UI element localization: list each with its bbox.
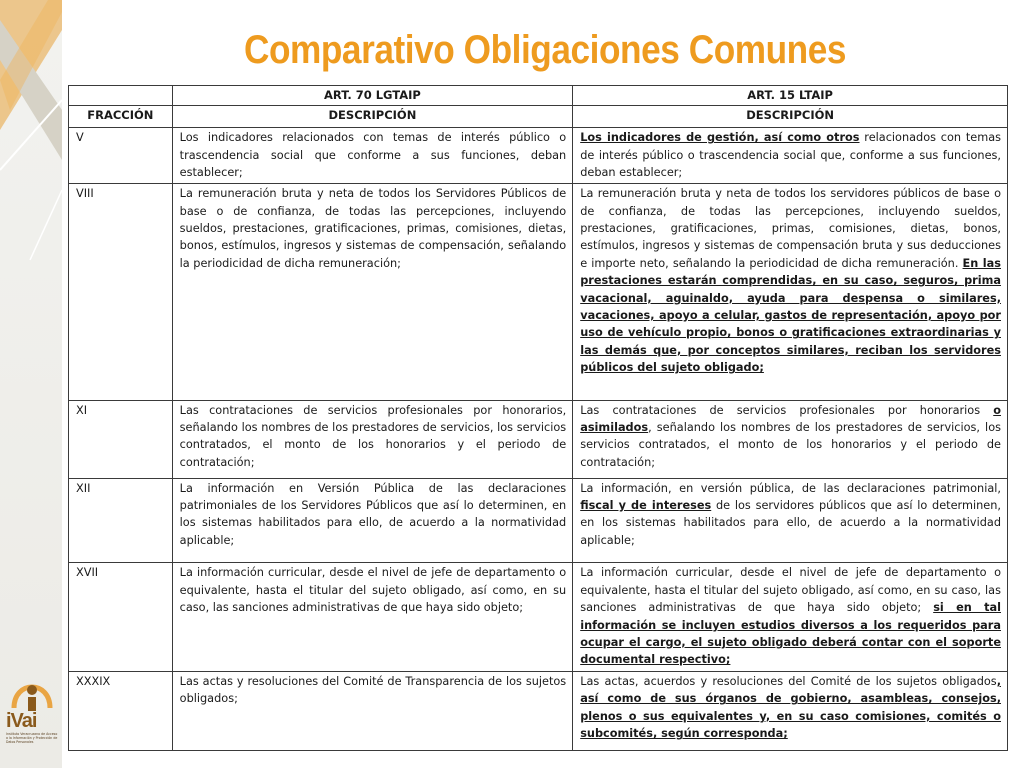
header-row-descriptions xyxy=(69,106,1008,128)
ltaip-description-cell xyxy=(573,184,1008,400)
lgtaip-description-cell: Las actas y resoluciones del Comité de Transparencia de los sujetos obligados; xyxy=(172,672,573,751)
text-segment: La remuneración bruta y neta de todos los servidores públicos de base o de confianza, de todas las percepciones, incluyendo sueldos, prestaciones, gratificaciones, primas, comisiones, dietas, bonos, estímulos, ingresos y sistemas de compensación bruta y sus deducciones e importe neto, señalando la periodicidad de dicha remuneración. xyxy=(580,187,1001,270)
comparison-table-container xyxy=(68,85,1008,751)
fraccion-cell: XII xyxy=(69,478,173,563)
highlighted-text: En las prestaciones estarán comprendidas, en su caso, seguros, prima vacacional, aguinaldo, ayuda para despensa o similares, vacaciones, apoyo a celular, gastos de representación, apoyo por uso de vehículo propio, bonos o gratificaciones extraordinarias y las demás que, por conceptos similares, reciban los servidores públicos del sujeto obligado; xyxy=(580,256,1001,375)
lgtaip-description-cell: La información en Versión Pública de las declaraciones patrimoniales de los Servidores Públicos que así lo determinen, en los sistemas habilitados para ello, de acuerdo a la normatividad aplicable; xyxy=(172,478,573,563)
lgtaip-description-cell: La remuneración bruta y neta de todos los Servidores Públicos de base o de confianza, de todas las percepciones, incluyendo sueldos, prestaciones, gratificaciones, primas, comisiones, dietas, bonos, estímulos, ingresos y sistemas de compensación, señalando la periodicidad de dicha remuneración; xyxy=(172,184,573,400)
fraccion-cell: XXXIX xyxy=(69,672,173,751)
table-row xyxy=(69,478,1008,563)
ltaip-description-cell xyxy=(573,128,1008,184)
page-title: Comparativo Obligaciones Comunes xyxy=(243,28,847,72)
fraccion-cell: XI xyxy=(69,400,173,478)
decorative-shapes xyxy=(0,0,62,768)
ltaip-description-cell xyxy=(573,672,1008,751)
header-empty-cell xyxy=(69,86,173,106)
header-descripcion-ltaip: DESCRIPCIÓN xyxy=(573,106,1008,128)
fraccion-cell: XVII xyxy=(69,563,173,672)
text-segment: , señalando los nombres de los prestadores de servicios, los servicios contratados, el monto de los honorarios y el periodo de contratación; xyxy=(580,421,1001,469)
text-segment: de los servidores públicos que así lo determinen, en los sistemas habilitados para ello, de acuerdo a la normatividad aplicable; xyxy=(580,498,1001,547)
table-row xyxy=(69,400,1008,478)
text-segment: Las contrataciones de servicios profesionales por honorarios xyxy=(580,403,994,417)
lgtaip-description-cell: Las contrataciones de servicios profesionales por honorarios, señalando los nombres de los prestadores de servicios, los servicios contratados, el monto de los honorarios y el periodo de contratación; xyxy=(172,400,573,478)
highlighted-text: fiscal y de intereses xyxy=(580,498,712,512)
ltaip-description-cell xyxy=(573,400,1008,478)
ltaip-description-cell xyxy=(573,478,1008,563)
brand-name: iVai xyxy=(6,710,37,732)
header-row-articles xyxy=(69,86,1008,106)
table-row xyxy=(69,672,1008,751)
text-segment: relacionados con temas de interés público o trascendencia social que, conforme a sus funciones, deban establecer; xyxy=(580,131,1002,180)
table-row xyxy=(69,128,1008,184)
highlighted-text: o asimilados xyxy=(580,403,1001,435)
header-descripcion-lgtaip: DESCRIPCIÓN xyxy=(172,106,573,128)
highlighted-text: Los indicadores de gestión, así como otros xyxy=(580,131,860,145)
header-art15: ART. 15 LTAIP xyxy=(573,86,1008,106)
ltaip-description-cell xyxy=(573,563,1008,672)
fraccion-cell: V xyxy=(69,128,173,184)
lgtaip-description-cell: La información curricular, desde el nivel de jefe de departamento o equivalente, hasta el titular del sujeto obligado, así como, en su caso, las sanciones administrativas de que haya sido objeto; xyxy=(172,563,573,672)
header-art70: ART. 70 LGTAIP xyxy=(172,86,573,106)
table-row xyxy=(69,563,1008,672)
lgtaip-description-cell: Los indicadores relacionados con temas de interés público o trascendencia social que conforme a sus funciones, deban establecer; xyxy=(172,128,573,184)
brand-tagline: Instituto Veracruzano de Acceso a la Información y Protección de Datos Personales xyxy=(6,732,58,744)
fraccion-cell: VIII xyxy=(69,184,173,400)
text-segment: Las actas, acuerdos y resoluciones del Comité de los sujetos obligados xyxy=(580,675,997,689)
header-fraccion: FRACCIÓN xyxy=(69,106,173,128)
highlighted-text: si en tal información se incluyen estudios diversos a los requeridos para ocupar el cargo, el sujeto obligado deberá contar con el soporte documental respectivo; xyxy=(580,601,1001,667)
text-segment: La información curricular, desde el nivel de jefe de departamento o equivalente, hasta el titular del sujeto obligado, así como, en su caso, las sanciones administrativas de que haya sido objeto; xyxy=(580,566,1001,615)
table-row xyxy=(69,184,1008,400)
text-segment: La información, en versión pública, de las declaraciones patrimonial, xyxy=(580,481,1001,495)
table-body xyxy=(69,128,1008,751)
highlighted-text: , así como de sus órganos de gobierno, asambleas, consejos, plenos o sus equivalentes y, en su caso comisiones, comités o subcomités, según corresponda; xyxy=(580,675,1001,741)
decorative-side-band xyxy=(0,0,62,768)
comparison-table xyxy=(68,85,1008,751)
